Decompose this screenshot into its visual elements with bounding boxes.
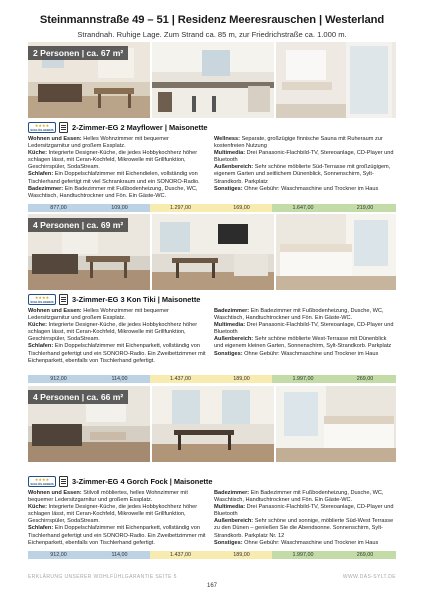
dining-photo: [152, 386, 274, 462]
detail-label: Küche:: [28, 504, 47, 511]
price-cell: 109,00: [89, 204, 150, 212]
detail-label: Badezimmer:: [28, 185, 64, 192]
page-title: Steinmannstraße 49 – 51 | Residenz Meeresrauschen | Westerland: [39, 14, 385, 26]
detail-item: [214, 540, 396, 547]
floorplan-icon[interactable]: [59, 294, 68, 305]
apartment-name: 3-Zimmer-EG 4 Gorch Fock | Maisonette: [72, 477, 213, 486]
price-cell: 1.297,00: [150, 204, 211, 212]
detail-text: Ohne Gebühr: Waschmaschine und Trockner im Haus: [242, 350, 379, 357]
photo-strip: [28, 386, 396, 462]
price-row: [28, 551, 396, 559]
detail-item: [28, 490, 210, 504]
detail-item: [214, 336, 396, 350]
detail-item: [214, 351, 396, 358]
detail-label: Sonstiges:: [214, 185, 243, 192]
detail-text: Separate, großzügige finnische Sauna mit Ruheraum zur kostenfreien Nutzung: [214, 136, 383, 150]
detail-item: [28, 343, 210, 364]
detail-item: [28, 525, 210, 546]
bedroom-photo: [276, 214, 396, 290]
page-number: 167: [206, 583, 217, 589]
price-cell: 1.437,00: [150, 551, 211, 559]
detail-item: [28, 171, 210, 185]
details-left: [28, 136, 210, 200]
detail-label: Außenbereich:: [214, 336, 254, 343]
detail-item: [214, 518, 396, 539]
detail-label: Wohnen und Essen:: [28, 490, 82, 496]
price-row: [28, 375, 396, 383]
detail-text: Stilvoll möbliertes, helles Wohnzimmer mit bequemer Ledersitzgarnitur und großem Essplatz.: [28, 490, 188, 504]
detail-text: Ein Doppelschlafzimmer mit Eichendielen, vollständig von Tischlerhand gefertigt mit viel Schrankraum und ein SONORO-Radio.: [28, 171, 200, 185]
detail-label: Multimedia:: [214, 322, 246, 329]
price-row: [28, 204, 396, 212]
detail-label: Wohnen und Essen:: [28, 308, 82, 314]
price-cell: 114,00: [89, 551, 150, 559]
price-cell: 877,00: [28, 204, 89, 212]
details-left: [28, 308, 210, 365]
detail-label: Multimedia:: [214, 150, 246, 157]
detail-label: Badezimmer:: [214, 308, 250, 314]
detail-item: [214, 322, 396, 336]
detail-text: Sehr schöne möblierte Süd-Terrasse mit großzügigem, eigenem Garten und seitlichem Dünenblick, Sonnenschirm, Sylt-Strandkorb. Parkplatz: [214, 164, 391, 185]
detail-text: Drei Panasonic-Flachbild-TV, Stereoanlage, CD-Player und Bluetooth: [214, 504, 394, 518]
detail-text: Ohne Gebühr: Waschmaschine und Trockner im Haus: [242, 185, 379, 192]
detail-label: Schlafen:: [28, 343, 54, 350]
detail-label: Schlafen:: [28, 525, 54, 532]
detail-item: [28, 322, 210, 343]
apartment-name: 3-Zimmer-EG 3 Kon Tiki | Maisonette: [72, 295, 201, 304]
rating-text: SCHLÖS-GEBEIS: [30, 482, 54, 486]
photo-strip: [28, 214, 396, 290]
price-cell: 1.647,00: [272, 204, 334, 212]
detail-item: [28, 150, 210, 171]
detail-item: [214, 504, 396, 518]
detail-label: Außenbereich:: [214, 518, 254, 525]
page-subtitle: Strandnah. Ruhige Lage. Zum Strand ca. 85 m, zur Friedrichstraße ca. 1.000 m.: [77, 30, 347, 39]
floorplan-icon[interactable]: [59, 476, 68, 487]
price-cell: 189,00: [211, 375, 272, 383]
rating-stars-icon: ★★★★: [34, 123, 50, 128]
detail-item: [214, 186, 396, 193]
detail-text: Ein Badezimmer mit Fußbodenheizung, Dusche, WC, Waschtisch, Handtuchtrockner und Fön. Ein Gäste-WC.: [214, 308, 384, 322]
dining-photo: [152, 214, 274, 290]
detail-label: Wellness:: [214, 136, 241, 142]
apartment-name: 2-Zimmer-EG 2 Mayflower | Maisonette: [72, 123, 208, 132]
detail-text: Drei Panasonic-Flachbild-TV, Stereoanlage, CD-Player und Bluetooth: [214, 322, 394, 336]
price-cell: 269,00: [334, 551, 396, 559]
footer-website[interactable]: WWW.DAS-SYLT.DE: [342, 574, 396, 580]
price-cell: 219,00: [334, 204, 396, 212]
detail-text: Integrierte Designer-Küche, die jedes Hobbykochherz höher schlagen lässt, mit Ceran-Kochfeld, Mikrowelle mit Grillfunktion, Geschirrspüler, SodaStream.: [28, 504, 198, 525]
photo-strip: [28, 42, 396, 118]
price-cell: 1.997,00: [272, 375, 334, 383]
rating-badge: [28, 476, 56, 487]
detail-label: Wohnen und Essen:: [28, 136, 82, 142]
price-cell: 189,00: [211, 551, 272, 559]
price-cell: 1.997,00: [272, 551, 334, 559]
detail-item: [214, 164, 396, 185]
detail-item: [28, 136, 210, 150]
detail-item: [28, 504, 210, 525]
detail-item: [28, 308, 210, 322]
details-right: [214, 136, 396, 193]
detail-label: Außenbereich:: [214, 164, 254, 171]
detail-text: Sehr schöne und sonnige, möblierte Süd-West Terrasse zu den Dünen – genießen Sie die Abendsonne. Sonnenschirm, Sylt-Strandkorb. Parkplatz Nr. 12: [214, 518, 394, 539]
persons-badge: 4 Personen | ca. 69 m²: [28, 218, 128, 232]
bedroom-photo: [276, 386, 396, 462]
detail-item: [214, 150, 396, 164]
detail-label: Küche:: [28, 150, 47, 157]
price-cell: 1.437,00: [150, 375, 211, 383]
price-cell: 912,00: [28, 375, 89, 383]
detail-label: Sonstiges:: [214, 350, 243, 357]
price-cell: 114,00: [89, 375, 150, 383]
bathroom-photo: [276, 42, 396, 118]
detail-label: Küche:: [28, 322, 47, 329]
rating-text: SCHLÖS-GEBEIS: [30, 128, 54, 132]
footer-guarantee-note: ERKLÄRUNG UNSERER WOHLFÜHLGARANTIE SEITE 5: [28, 574, 177, 580]
price-cell: 269,00: [334, 375, 396, 383]
detail-label: Multimedia:: [214, 504, 246, 511]
detail-text: Ein Doppelschlafzimmer mit Eichenparkett, vollständig von Tischlerhand gefertigt und ein SONORO-Radio. Ein Zweibettzimmer mit Eichenparkett, ebenfalls von Tischlerhand gefertigt.: [28, 343, 206, 364]
detail-text: Integrierte Designer-Küche, die jedes Hobbykochherz höher schlagen lässt, mit Ceran-Kochfeld, Mikrowelle mit Grillfunktion, Geschirrspüler, SodaStream.: [28, 322, 198, 343]
detail-label: Schlafen:: [28, 171, 54, 178]
price-cell: 912,00: [28, 551, 89, 559]
detail-text: Ein Badezimmer mit Fußbodenheizung, Dusche, WC, Waschtisch, Handtuchtrockner und Fön. Ein Gäste-WC.: [28, 185, 198, 199]
detail-text: Helles Wohnzimmer mit bequemer Ledersitzgarnitur und großem Essplatz.: [28, 308, 169, 322]
persons-badge: 2 Personen | ca. 67 m²: [28, 46, 128, 60]
persons-badge: 4 Personen | ca. 66 m²: [28, 390, 128, 404]
rating-stars-icon: ★★★★: [34, 477, 50, 482]
detail-text: Ein Badezimmer mit Fußbodenheizung, Dusche, WC, Waschtisch, Handtuchtrockner und Fön. Ein Gäste-WC.: [214, 490, 384, 504]
rating-badge: [28, 122, 56, 133]
floorplan-icon[interactable]: [59, 122, 68, 133]
detail-item: [214, 490, 396, 504]
detail-text: Ohne Gebühr: Waschmaschine und Trockner im Haus: [242, 539, 379, 546]
rating-stars-icon: ★★★★: [34, 295, 50, 300]
rating-badge: [28, 294, 56, 305]
detail-text: Sehr schöne möblierte West-Terrasse mit Dünenblick und eigenem kleinen Garten, Sonnenschirm, Sylt-Strandkorb. Parkplatz: [214, 336, 392, 350]
detail-text: Integrierte Designer-Küche, die jedes Hobbykochherz höher schlagen lässt, mit Ceran-Kochfeld, Mikrowelle mit Grillfunktion, Geschirrspüler, SodaStream.: [28, 150, 198, 171]
details-left: [28, 490, 210, 547]
detail-item: [214, 308, 396, 322]
detail-text: Drei Panasonic-Flachbild-TV, Stereoanlage, CD-Player und Bluetooth: [214, 150, 394, 164]
detail-text: Ein Doppelschlafzimmer mit Eichenparkett, vollständig von Tischlerhand gefertigt und ein SONORO-Radio. Ein Zweibettzimmer mit Eichenparkett, ebenfalls von Tischlerhand gefertigt.: [28, 525, 206, 546]
detail-text: Helles Wohnzimmer mit bequemer Ledersitzgarnitur und großem Essplatz.: [28, 136, 169, 150]
price-cell: 169,00: [211, 204, 272, 212]
kitchen-photo: [152, 42, 274, 118]
detail-item: [28, 186, 210, 200]
details-right: [214, 490, 396, 547]
detail-item: [214, 136, 396, 150]
details-right: [214, 308, 396, 358]
rating-text: SCHLÖS-GEBEIS: [30, 300, 54, 304]
detail-label: Sonstiges:: [214, 539, 243, 546]
detail-label: Badezimmer:: [214, 490, 250, 496]
